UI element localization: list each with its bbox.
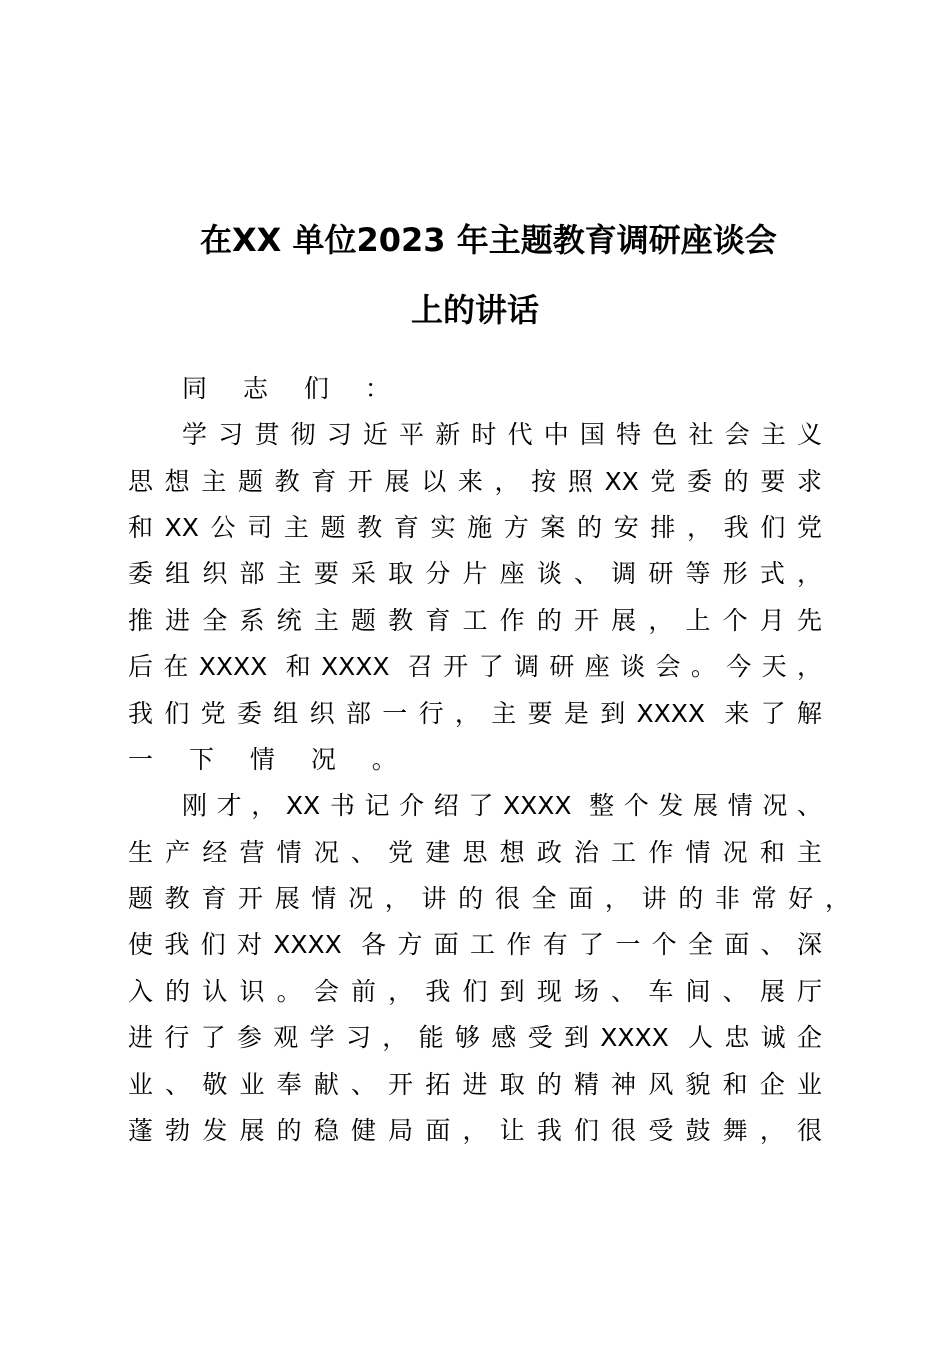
paragraph-line: 进行了参观学习，能够感受到XXXX 人忠诚企: [128, 1023, 822, 1052]
paragraph-line: 后在XXXX 和XXXX 召开了调研座谈会。今天，: [128, 652, 822, 681]
paragraph-line: 推进全系统主题教育工作的开展，上个月先: [128, 606, 822, 635]
paragraph-line: 我们党委组织部一行，主要是到XXXX 来了解: [128, 699, 822, 728]
paragraph-line: 学习贯彻习近平新时代中国特色社会主义: [182, 420, 822, 449]
paragraph-line: 一 下 情 况 。: [128, 745, 411, 774]
paragraph-line: 和XX公司主题教育实施方案的安排，我们党: [128, 513, 822, 542]
document-title-line-2: 上的讲话: [410, 291, 539, 329]
paragraph-line: 委组织部主要采取分片座谈、调研等形式，: [128, 559, 822, 588]
paragraph-line: 题教育开展情况，讲的很全面，讲的非常好，: [128, 884, 850, 913]
paragraph-line: 业、敬业奉献、开拓进取的精神风貌和企业: [128, 1070, 822, 1099]
paragraph-line: 思想主题教育开展以来，按照XX党委的要求: [128, 467, 822, 496]
salutation: 同 志 们 ：: [182, 374, 404, 403]
paragraph-line: 生产经营情况、党建思想政治工作情况和主: [128, 838, 822, 867]
paragraph-line: 蓬勃发展的稳健局面，让我们很受鼓舞，很: [128, 1116, 822, 1145]
paragraph-line: 入的认识。会前，我们到现场、车间、展厅: [128, 977, 822, 1006]
document-title-line-1: 在XX 单位2023 年主题教育调研座谈会: [200, 221, 777, 259]
paragraph-line: 刚才，XX书记介绍了XXXX 整个发展情况、: [182, 791, 822, 820]
paragraph-line: 使我们对XXXX 各方面工作有了一个全面、深: [128, 930, 822, 959]
